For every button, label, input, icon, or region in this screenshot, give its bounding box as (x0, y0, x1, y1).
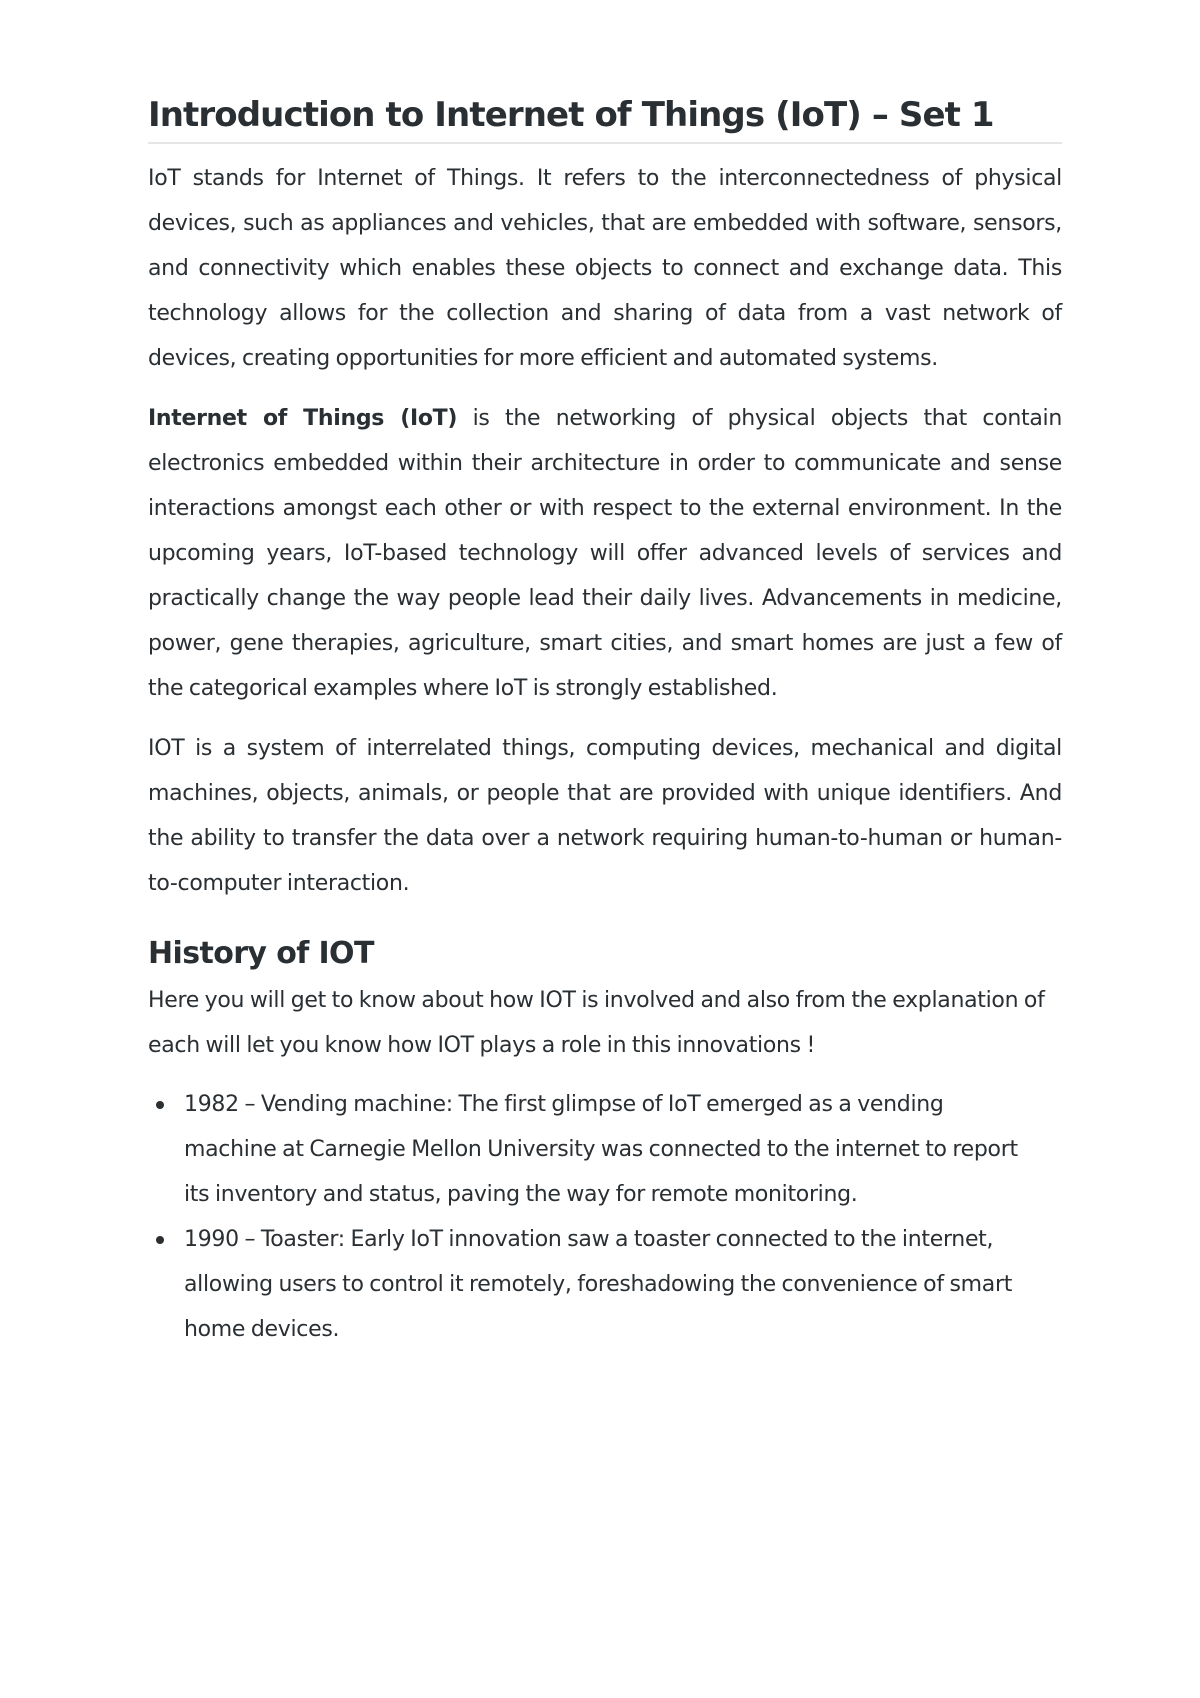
section-heading-history: History of IOT (148, 936, 374, 971)
history-intro: Here you will get to know about how IOT is involved and also from the explanation of each will let you know how IOT plays a role in this innovations ! (148, 988, 1045, 1058)
paragraph-text: is the networking of physical objects that contain electronics embedded within their architecture in order to communicate and sense interactions amongst each other or with respect to the external environment. In the upcoming years, IoT-based technology will offer advanced levels of services and practically change the way people lead their daily lives. Advancements in medicine, power, gene therapies, agriculture, smart cities, and smart homes are just a few of the categorical examples where IoT is strongly established. (148, 406, 1062, 701)
list-item-text: 1990 – Toaster: Early IoT innovation saw a toaster connected to the internet, allowing users to control it remotely, foreshadowing the convenience of smart home devices. (184, 1227, 1013, 1342)
bullet-icon (156, 1236, 164, 1244)
list-item-text: 1982 – Vending machine: The first glimpse of IoT emerged as a vending machine at Carnegie Mellon University was connected to the internet to report its inventory and status, paving the way for remote monitoring. (184, 1092, 1018, 1207)
page-title: Introduction to Internet of Things (IoT) – Set 1 (148, 92, 1062, 144)
paragraph-iot-networking (148, 396, 1062, 711)
list-item (184, 1217, 1062, 1352)
list-item (184, 1082, 1062, 1217)
history-list (148, 1082, 1062, 1352)
paragraph-iot-definition: IoT stands for Internet of Things. It refers to the interconnectedness of physical devices, such as appliances and vehicles, that are embedded with software, sensors, and connectivity which enables these objects to connect and exchange data. This technology allows for the collection and sharing of data from a vast network of devices, creating opportunities for more efficient and automated systems. (148, 166, 1062, 371)
paragraph-iot-system: IOT is a system of interrelated things, computing devices, mechanical and digital machines, objects, animals, or people that are provided with unique identifiers. And the ability to transfer the data over a network requiring human-to-human or human-to-computer interaction. (148, 736, 1062, 896)
bullet-icon (156, 1101, 164, 1109)
bold-term: Internet of Things (IoT) (148, 406, 458, 431)
document-page (148, 92, 1062, 1352)
